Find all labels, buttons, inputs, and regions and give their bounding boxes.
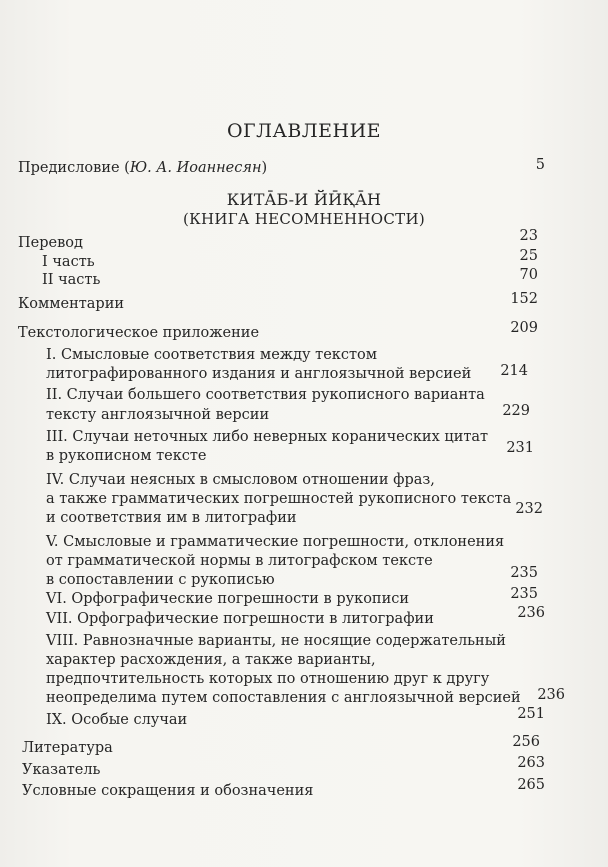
toc-entry-index: Указатель (22, 762, 101, 778)
toc-entry-abbreviations: Условные сокращения и обозначения (22, 783, 314, 799)
toc-page-number: 23 (519, 228, 538, 244)
toc-page-number: 235 (510, 565, 538, 581)
toc-entry-section-3-line-1: III. Случаи неточных либо неверных коранических цитат (46, 429, 489, 445)
toc-page-number: 256 (512, 734, 540, 750)
toc-entry-textology-appendix: Текстологическое приложение (18, 325, 260, 341)
toc-page-number: 231 (506, 440, 534, 456)
toc-page-number: 5 (535, 157, 545, 173)
toc-entry-section-8-line-4: неопределима путем сопоставления с англоязычной версией (46, 690, 521, 706)
toc-entry-translation: Перевод (18, 235, 83, 251)
toc-entry-section-4-line-3: и соответствия им в литографии (46, 510, 297, 526)
toc-entry-literature: Литература (22, 740, 113, 756)
toc-entry-section-1-line-1: I. Смысловые соответствия между текстом (46, 347, 377, 363)
toc-entry-label-close: ) (261, 160, 268, 176)
toc-entry-section-4-line-1: IV. Случаи неясных в смысловом отношении фраз, (46, 472, 435, 488)
toc-entry-section-1-line-2: литографированного издания и англоязычной версией (46, 366, 472, 382)
toc-page-number: 152 (510, 291, 538, 307)
toc-entry-section-5-line-3: в сопоставлении с рукописью (46, 572, 275, 588)
book-subtitle: (КНИГА НЕСОМНЕННОСТИ) (182, 210, 426, 228)
toc-entry-section-5-line-1: V. Смысловые и грамматические погрешности, отклонения (46, 534, 505, 550)
toc-entry-section-8-line-2: характер расхождения, а также варианты, (46, 652, 376, 668)
toc-page-number: 229 (502, 403, 530, 419)
toc-entry-section-4-line-2: а также грамматических погрешностей рукописного текста (46, 491, 512, 507)
toc-page-number: 263 (517, 755, 545, 771)
page-title: ОГЛАВЛЕНИЕ (226, 120, 382, 142)
toc-entry-section-5-line-2: от грамматической нормы в литографском тексте (46, 553, 433, 569)
toc-page-number: 214 (500, 363, 528, 379)
toc-page-number: 251 (517, 706, 545, 722)
toc-page-number: 265 (517, 777, 545, 793)
toc-page-number: 232 (515, 501, 543, 517)
toc-page-number: 235 (510, 586, 538, 602)
toc-page-number: 236 (517, 605, 545, 621)
toc-page-number: 70 (519, 267, 538, 283)
toc-entry-section-8-line-1: VIII. Равнозначные варианты, не носящие содержательный (46, 633, 506, 649)
toc-entry-part-1: I часть (42, 254, 95, 270)
toc-page-number: 209 (510, 320, 538, 336)
toc-entry-comments: Комментарии (18, 296, 125, 312)
toc-entry-section-2-line-1: II. Случаи большего соответствия рукописного варианта (46, 387, 485, 403)
toc-entry-author: Ю. А. Иоаннесян (129, 160, 262, 176)
toc-entry-section-7: VII. Орфографические погрешности в литографии (46, 611, 434, 627)
toc-entry-part-2: II часть (42, 272, 101, 288)
toc-entry-section-6: VI. Орфографические погрешности в рукописи (46, 591, 410, 607)
toc-entry-section-8-line-3: предпочтительность которых по отношению друг к другу (46, 671, 490, 687)
toc-page-number: 236 (537, 687, 565, 703)
toc-entry-section-3-line-2: в рукописном тексте (46, 448, 207, 464)
toc-entry-section-2-line-2: тексту англоязычной версии (46, 407, 270, 423)
book-title: КИТĀБ-И ЙӢҚĀН (226, 190, 382, 209)
toc-entry-preface (18, 158, 267, 179)
toc-page-number: 25 (519, 248, 538, 264)
toc-entry-label: Предисловие ( (18, 160, 130, 176)
toc-entry-section-9: IX. Особые случаи (46, 712, 188, 728)
